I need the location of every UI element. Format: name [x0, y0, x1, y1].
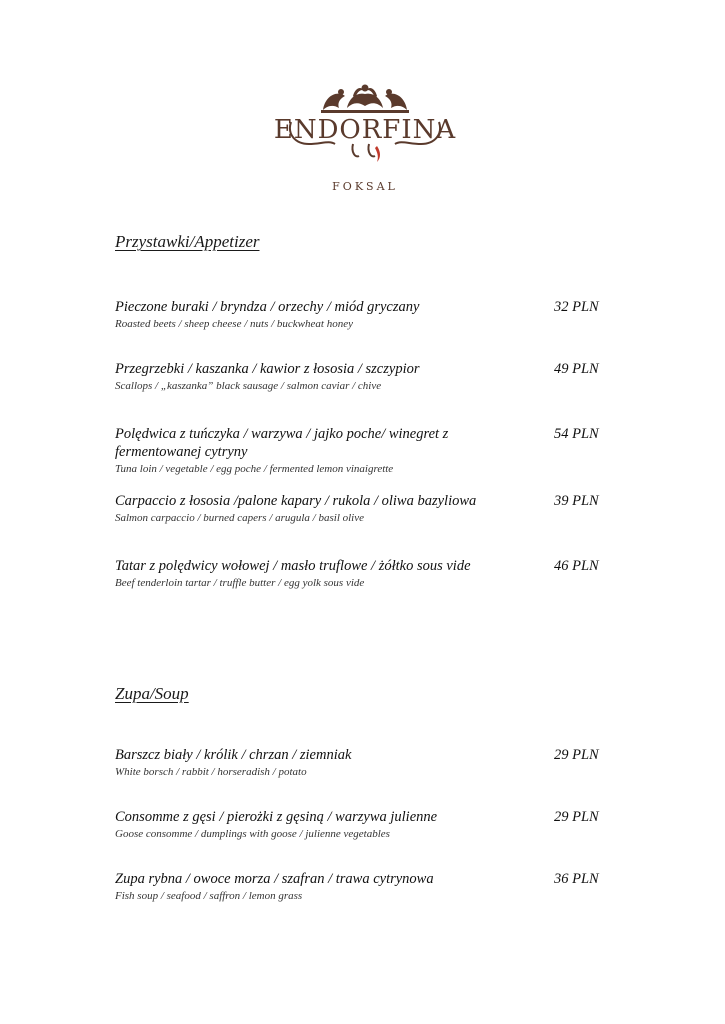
menu-item [115, 425, 605, 476]
location-label: FOKSAL [332, 180, 398, 193]
item-name: Przegrzebki / kaszanka / kawior z łososia / szczypior [115, 361, 420, 377]
menu-item [115, 298, 605, 331]
item-price: 29 PLN [554, 747, 599, 763]
menu-item [115, 870, 605, 903]
item-price: 54 PLN [554, 426, 599, 442]
item-description: Fish soup / seafood / saffron / lemon grass [115, 890, 303, 902]
menu-item [115, 557, 605, 590]
item-name: Carpaccio z łososia /palone kapary / rukola / oliwa bazyliowa [115, 493, 477, 509]
item-price: 49 PLN [554, 361, 599, 377]
item-name: Consomme z gęsi / pierożki z gęsiną / warzywa julienne [115, 809, 438, 825]
logo-wordmark: ENDORFINA [273, 115, 457, 145]
section-title-soup: Zupa/Soup [115, 684, 189, 703]
item-description: Goose consomme / dumplings with goose / julienne vegetables [115, 828, 390, 840]
logo-emblem [273, 82, 457, 202]
item-name: Polędwica z tuńczyka / warzywa / jajko poche/ winegret z fermentowanej cytryny [115, 426, 449, 460]
section-title-appetizer: Przystawki/Appetizer [115, 232, 260, 251]
item-name: Pieczone buraki / bryndza / orzechy / miód gryczany [115, 299, 420, 315]
item-description: Tuna loin / vegetable / egg poche / fermented lemon vinaigrette [115, 463, 394, 475]
item-description: Scallops / „kaszanka” black sausage / salmon caviar / chive [115, 380, 382, 392]
item-name: Barszcz biały / królik / chrzan / ziemniak [115, 747, 352, 763]
item-description: White borsch / rabbit / horseradish / potato [115, 766, 307, 778]
item-price: 39 PLN [554, 493, 599, 509]
menu-item [115, 808, 605, 841]
item-price: 46 PLN [554, 558, 599, 574]
item-name: Tatar z polędwicy wołowej / masło truflowe / żółtko sous vide [115, 558, 471, 574]
restaurant-logo [273, 82, 457, 202]
menu-item [115, 492, 605, 525]
item-price: 36 PLN [554, 871, 599, 887]
item-description: Roasted beets / sheep cheese / nuts / buckwheat honey [115, 318, 353, 330]
item-price: 32 PLN [554, 299, 599, 315]
item-price: 29 PLN [554, 809, 599, 825]
item-name: Zupa rybna / owoce morza / szafran / trawa cytrynowa [115, 871, 434, 887]
item-description: Beef tenderloin tartar / truffle butter / egg yolk sous vide [115, 577, 365, 589]
item-description: Salmon carpaccio / burned capers / arugula / basil olive [115, 512, 364, 524]
menu-item [115, 360, 605, 393]
menu-item [115, 746, 605, 779]
